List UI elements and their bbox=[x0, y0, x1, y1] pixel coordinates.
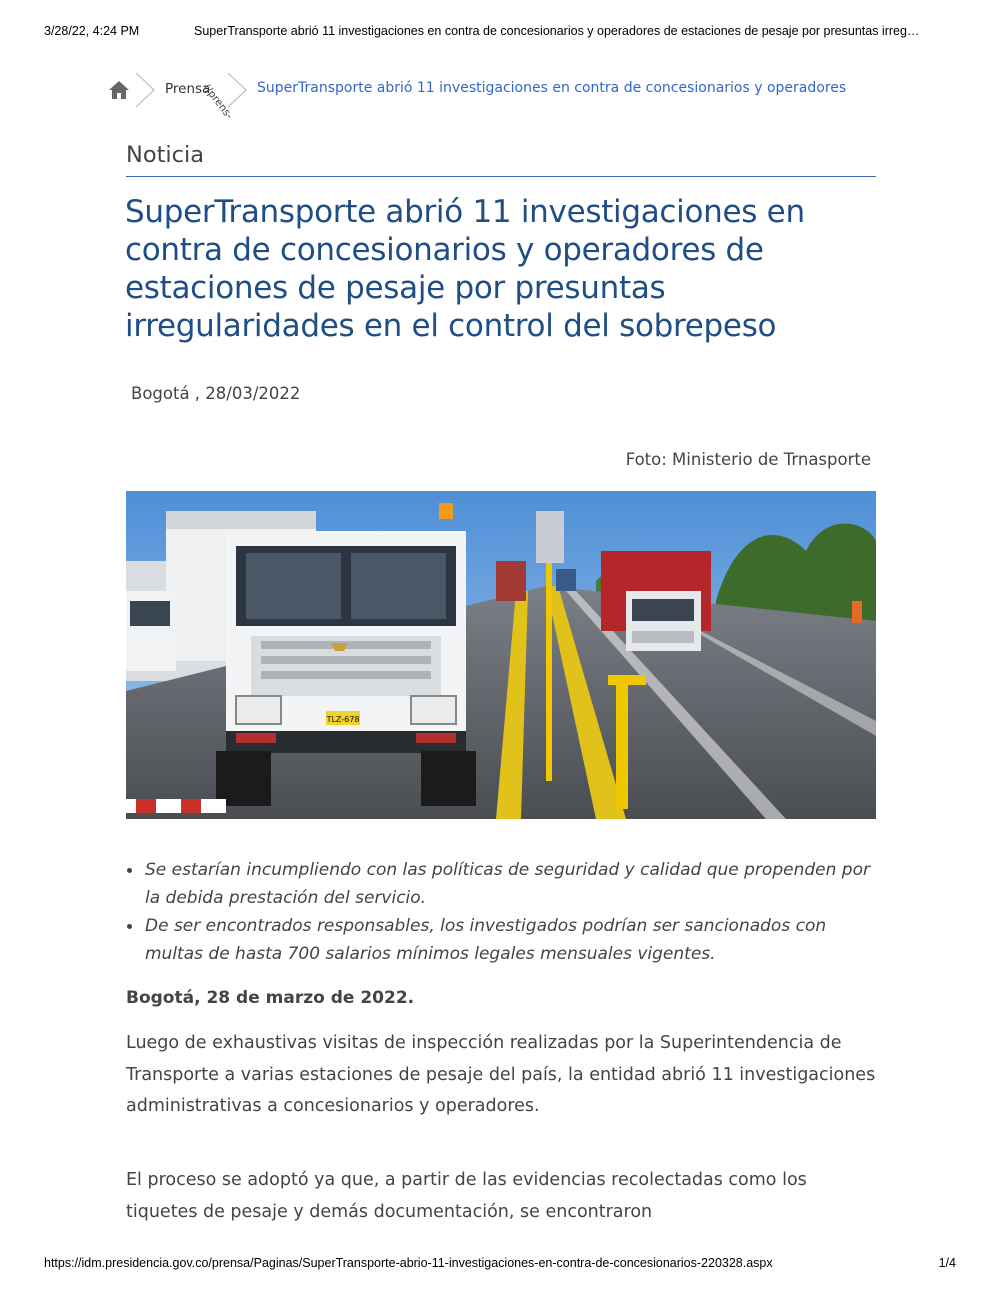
breadcrumb-current[interactable]: SuperTransporte abrió 11 investigaciones en contra de concesionarios y operadores bbox=[257, 80, 847, 96]
summary-bullets bbox=[126, 856, 886, 968]
page-number: 1/4 bbox=[938, 1256, 956, 1270]
article-paragraph: Luego de exhaustivas visitas de inspección realizadas por la Superintendencia de Transporte a varias estaciones de pesaje del país, la entidad abrió 11 investigaciones administrativas a concesionarios y operadores. bbox=[126, 1033, 876, 1116]
list-item: De ser encontrados responsables, los investigados podrían ser sancionados con multas de hasta 700 salarios mínimos legales mensuales vigentes. bbox=[126, 912, 886, 968]
breadcrumb-overlap-text: (/prens- bbox=[200, 82, 236, 122]
article-headline: SuperTransporte abrió 11 investigaciones en contra de concesionarios y operadores de estaciones de pesaje por presuntas irregularidades en el control del sobrepeso bbox=[125, 194, 805, 344]
breadcrumb-item-prensa[interactable]: Prensa bbox=[165, 81, 211, 97]
print-url: https://idm.presidencia.gov.co/prensa/Paginas/SuperTransporte-abrio-11-investigaciones-en-contra-de-concesionarios-220328.aspx bbox=[44, 1256, 773, 1270]
article-photo bbox=[126, 491, 876, 819]
chevron-right-icon bbox=[226, 72, 248, 108]
list-item: Se estarían incumpliendo con las políticas de seguridad y calidad que propenden por la debida prestación del servicio. bbox=[126, 856, 886, 912]
article-paragraph: El proceso se adoptó ya que, a partir de las evidencias recolectadas como los tiquetes de pesaje y demás documentación, se encontraron bbox=[126, 1170, 807, 1222]
print-datetime: 3/28/22, 4:24 PM bbox=[44, 24, 140, 38]
section-label: Noticia bbox=[126, 142, 205, 168]
section-divider bbox=[126, 176, 876, 177]
chevron-right-icon bbox=[134, 72, 156, 108]
article-dateline: Bogotá , 28/03/2022 bbox=[131, 384, 301, 403]
breadcrumb bbox=[106, 70, 906, 122]
license-plate: TLZ-678 bbox=[326, 715, 360, 724]
home-icon[interactable] bbox=[108, 80, 130, 100]
photo-credit: Foto: Ministerio de Trnasporte bbox=[625, 450, 871, 469]
print-footer bbox=[44, 1256, 956, 1272]
print-header bbox=[44, 24, 956, 40]
article-lead: Bogotá, 28 de marzo de 2022. bbox=[126, 988, 415, 1008]
print-doc-title: SuperTransporte abrió 11 investigaciones en contra de concesionarios y operadores de estaciones de pesaje por presuntas irreg… bbox=[194, 24, 920, 38]
